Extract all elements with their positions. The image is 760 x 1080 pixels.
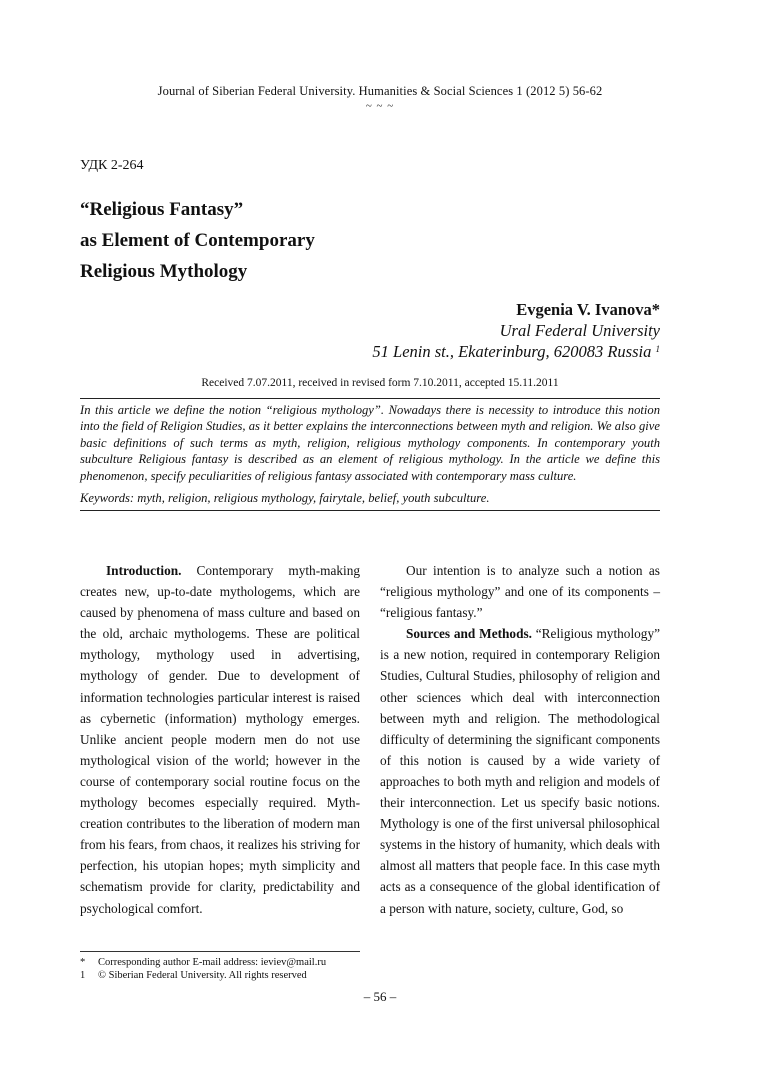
footnote-mark: 1: [80, 970, 86, 981]
sources-paragraph: [380, 623, 660, 918]
intention-paragraph: Our intention is to analyze such a notion as “religious mythology” and one of its components – “religious fantasy.”: [380, 563, 660, 621]
body-column-left: [80, 560, 360, 919]
title-line-1: “Religious Fantasy”: [80, 199, 244, 220]
sources-heading: Sources and Methods.: [406, 626, 532, 642]
title-line-3: Religious Mythology: [80, 261, 248, 282]
footnote: [80, 969, 360, 982]
address-footnote-mark: 1: [655, 344, 660, 354]
footnotes: [80, 951, 360, 982]
received-dates: Received 7.07.2011, received in revised form 7.10.2011, accepted 15.11.2011: [201, 377, 559, 389]
footnote-text: © Siberian Federal University. All rights reserved: [98, 970, 307, 981]
author-block: [372, 299, 660, 362]
udk-code: УДК 2-264: [80, 158, 144, 173]
journal-header: Journal of Siberian Federal University. Humanities & Social Sciences 1 (2012 5) 56-62: [157, 84, 603, 98]
author-address: [372, 341, 660, 362]
author-name: Evgenia V. Ivanova*: [516, 300, 660, 319]
introduction-heading: Introduction.: [106, 563, 182, 578]
footnote: [80, 956, 360, 969]
sources-text: “Religious mythology” is a new notion, required in contemporary Religion Studies, Cultural Studies, philosophy of religion and other sciences which deal with interconnection between myth and religion. The methodological difficulty of determining the significant components of this notion is caused by a wide variety of approaches to both myth and religion and models of their interconnection. Let us specify basic notions. Mythology is one of the first universal philosophical systems in the history of humanity, which deals with almost all matters that people face. In this case myth acts as a consequence of the global identification of a person with nature, society, culture, God, so: [380, 626, 660, 916]
abstract-box: [80, 398, 660, 511]
author-affiliation: Ural Federal University: [499, 321, 660, 340]
abstract-text: In this article we define the notion “religious mythology”. Nowadays there is necessity to introduce this notion into the field of Religion Studies, as it better explains the interconnections between myth and religion. We also give basic definitions of such terms as myth, religion, religious mythology components. In contemporary youth subculture Religious fantasy is described as an element of religious mythology. In the article we define this phenomenon, specify peculiarities of religious fantasy associated with contemporary mass culture.: [80, 403, 660, 483]
footnote-mark: *: [80, 957, 86, 968]
address-text: 51 Lenin st., Ekaterinburg, 620083 Russia: [372, 342, 652, 361]
footnote-text: Corresponding author E-mail address: ieviev@mail.ru: [98, 957, 327, 968]
introduction-paragraph: [80, 560, 360, 919]
keywords: Keywords: myth, religion, religious mythology, fairytale, belief, youth subculture.: [80, 491, 490, 506]
header-separator: ~ ~ ~: [365, 100, 395, 112]
page-number: – 56 –: [363, 989, 397, 1004]
article-title: [80, 194, 480, 287]
introduction-text: Contemporary myth-making creates new, up-to-date mythologems, which are caused by phenomena of mass culture and based on the old, archaic mythologems. These are political mythology, mythology used in advertising, mythology of gender. Due to development of information technologies particular interest is raised as cybernetic (information) mythology emerges. Unlike ancient people modern men do not use mythological vision of the world; however in the course of contemporary social routine focus on the mythology becomes especially required. Myth-creation contributes to the liberation of modern man from his fears, from chaos, it realizes his striving for perfection, his utopian hopes; myth simplicity and schematism provide for clarity, predictability and psychological comfort.: [80, 563, 361, 916]
body-column-right: [380, 560, 660, 919]
title-line-2: as Element of Contemporary: [80, 230, 315, 251]
